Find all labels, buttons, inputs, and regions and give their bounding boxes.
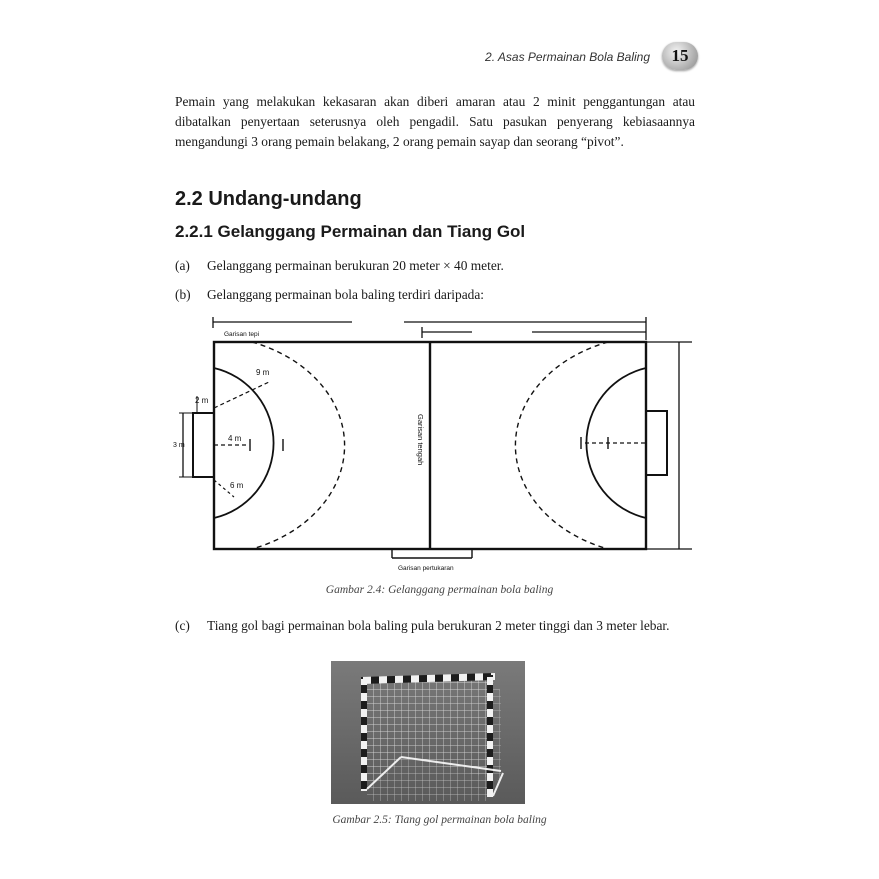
list-text: Gelanggang permainan berukuran 20 meter × 40 meter. <box>207 258 504 273</box>
label-6m: 6 m <box>230 481 244 490</box>
left-goal-area-line <box>214 368 274 518</box>
label-2m: 2 m <box>195 396 209 405</box>
right-goal <box>646 411 667 475</box>
list-text: Tiang gol bagi permainan bola baling pula berukuran 2 meter tinggi dan 3 meter lebar. <box>207 618 670 633</box>
centre-line-label: Garisan tengah <box>416 414 425 466</box>
sideline-label: Garisan tepi <box>224 331 260 338</box>
subsection-heading: 2.2.1 Gelanggang Permainan dan Tiang Gol <box>175 222 526 241</box>
list-text: Gelanggang permainan bola baling terdiri daripada: <box>207 287 485 302</box>
label-3m: 3 m <box>173 442 185 449</box>
court-svg <box>172 312 702 582</box>
page-number-badge: 15 <box>662 42 698 70</box>
list-item-b <box>175 285 697 305</box>
label-9m: 9 m <box>256 368 270 377</box>
label-4m: 4 m <box>228 434 242 443</box>
court-diagram <box>172 312 702 582</box>
goal-post-left <box>361 679 367 791</box>
goal-photo <box>331 661 525 804</box>
right-free-throw-line <box>515 342 608 549</box>
list-item-c <box>175 616 697 656</box>
goal-post-right <box>487 675 493 797</box>
chapter-title: 2. Asas Permainan Bola Baling <box>485 50 650 64</box>
section-heading: 2.2 Undang-undang <box>175 188 362 210</box>
dim-9m-line <box>214 382 269 408</box>
list-marker: (b) <box>175 287 191 302</box>
intro-paragraph: Pemain yang melakukan kekasaran akan diberi amaran atau 2 minit penggantungan atau dibatalkan penyertaan seterusnya oleh pengadil. Satu pasukan penyerang kebiasaannya mengandungi 3 orang pemain belakang, 2 orang pemain sayap dan seorang “pivot”. <box>175 94 695 149</box>
list-marker: (a) <box>175 258 190 273</box>
left-goal <box>193 413 214 477</box>
figure-caption-goal: Gambar 2.5: Tiang gol permainan bola baling <box>332 814 547 826</box>
list-marker: (c) <box>175 618 190 633</box>
goal-illustration <box>331 661 525 804</box>
substitution-line-label: Garisan pertukaran <box>398 565 454 572</box>
list-item-a <box>175 256 697 276</box>
figure-caption-court: Gambar 2.4: Gelanggang permainan bola baling <box>325 584 554 596</box>
